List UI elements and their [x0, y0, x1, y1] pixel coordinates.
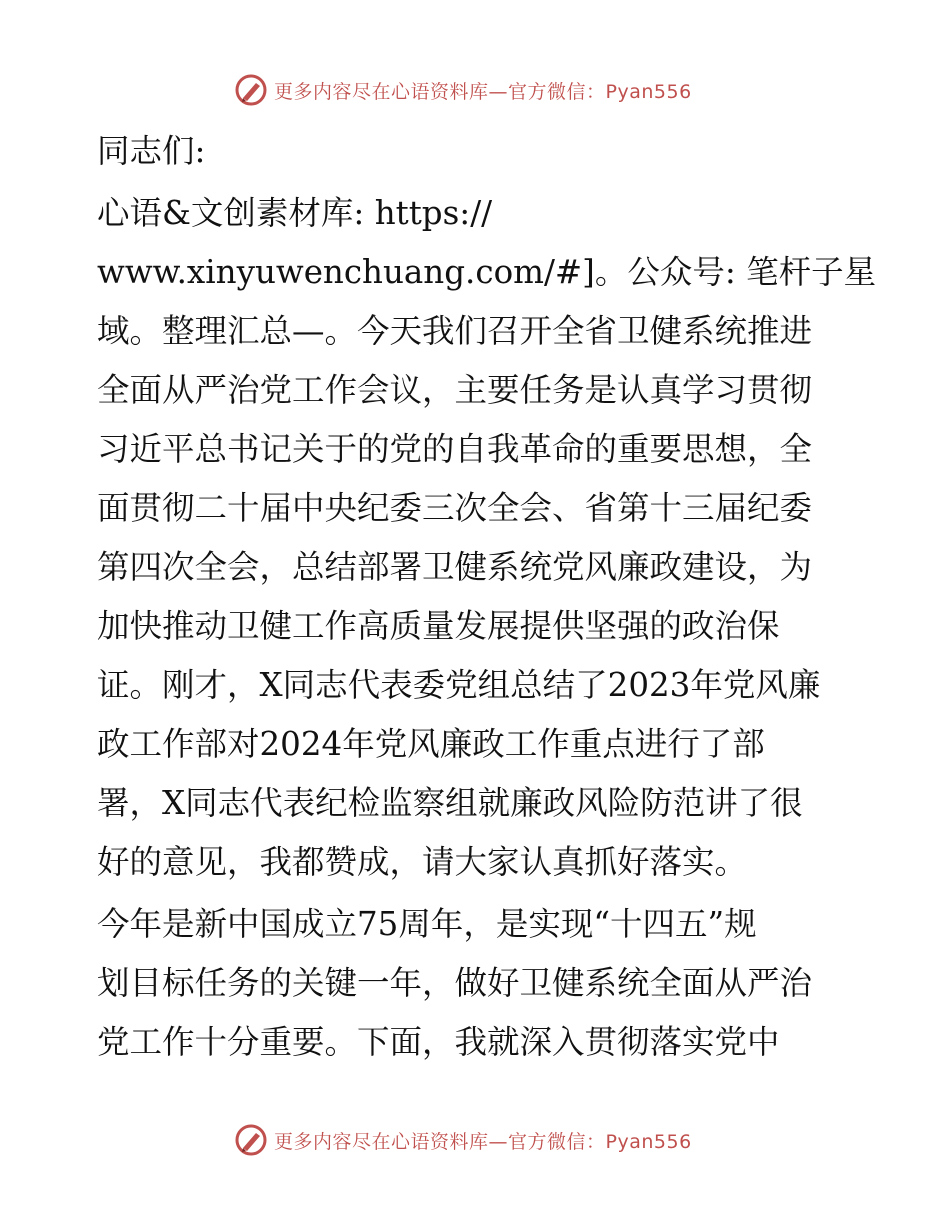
text-line: 署，X同志代表纪检监察组就廉政风险防范讲了很: [97, 784, 803, 822]
text-line: 心语&文创素材库: https://: [97, 194, 493, 232]
text-line: 党工作十分重要。下面，我就深入贯彻落实党中: [97, 1023, 780, 1061]
text-line: 政工作部对2024年党风廉政工作重点进行了部: [97, 725, 765, 763]
text-line: www.xinyuwenchuang.com/#]。公众号: 笔杆子星: [97, 253, 877, 291]
text-line: 全面从严治党工作会议，主要任务是认真学习贯彻: [97, 371, 813, 409]
text-line: 面贯彻二十届中央纪委三次全会、省第十三届纪委: [97, 489, 813, 527]
text-line: 加快推动卫健工作高质量发展提供坚强的政治保: [97, 607, 780, 645]
text-line: 习近平总书记关于的党的自我革命的重要思想，全: [97, 430, 813, 468]
footer-watermark: [234, 1120, 754, 1160]
text-line: 证。刚才，X同志代表委党组总结了2023年党风廉: [97, 666, 821, 704]
pen-logo-icon: [234, 1123, 268, 1157]
watermark-text: 更多内容尽在心语资料库—官方微信：Pyan556: [274, 1130, 692, 1153]
header-watermark: [234, 70, 754, 110]
text-line: 好的意见，我都赞成，请大家认真抓好落实。: [97, 843, 748, 881]
document-body: [97, 122, 877, 1072]
salutation-line: 同志们:: [97, 132, 206, 170]
text-line: 划目标任务的关键一年，做好卫健系统全面从严治: [97, 964, 813, 1002]
text-line: 域。整理汇总—。今天我们召开全省卫健系统推进: [97, 312, 813, 350]
text-line: 第四次全会，总结部署卫健系统党风廉政建设，为: [97, 548, 813, 586]
pen-logo-icon: [234, 73, 268, 107]
watermark-text: 更多内容尽在心语资料库—官方微信：Pyan556: [274, 80, 692, 103]
text-line: 今年是新中国成立75周年，是实现“十四五”规: [97, 905, 757, 943]
